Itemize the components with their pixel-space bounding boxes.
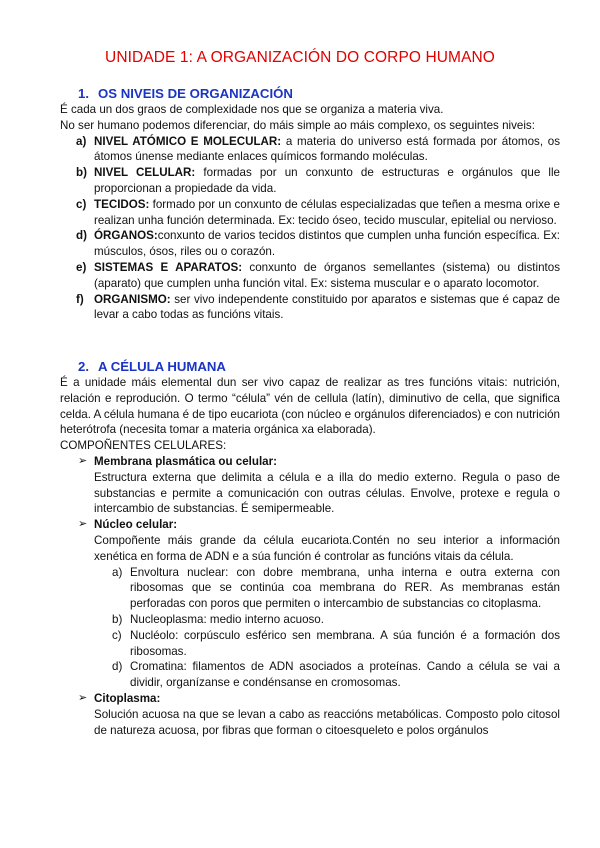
list-term: ORGANISMO:	[94, 292, 171, 306]
list-term: NIVEL ATÓMICO E MOLECULAR:	[94, 134, 282, 148]
arrow-bullet-icon: ➢	[78, 518, 88, 531]
section-levels	[60, 85, 560, 323]
section-title: OS NIVEIS DE ORGANIZACIÓN	[98, 86, 293, 101]
list-text: formadas por un conxunto de estructuras e orgánulos que lle proporcionan a propiedade da vida.	[94, 166, 560, 195]
list-marker: a)	[76, 134, 87, 148]
list-marker: a)	[112, 565, 123, 579]
section-number: 2.	[78, 359, 89, 374]
arrow-bullet-icon: ➢	[78, 691, 88, 704]
component-text: Compoñente máis grande da célula eucariota.Contén no seu interior a información xenética en forma de ADN e a súa función é controlar as funcións vitais da célula.	[94, 533, 560, 563]
list-item	[60, 134, 560, 166]
list-text: Nucleoplasma: medio interno acuoso.	[130, 612, 324, 626]
section-cell	[60, 358, 560, 738]
list-marker: c)	[112, 628, 122, 642]
component-title: Núcleo celular:	[94, 518, 178, 532]
list-term: ÓRGANOS:	[94, 229, 158, 243]
list-term: NIVEL CELULAR:	[94, 166, 196, 180]
component-title: Membrana plasmática ou celular:	[94, 454, 277, 468]
sub-list-item	[94, 565, 560, 612]
component-item	[60, 691, 560, 738]
list-marker: f)	[76, 292, 84, 306]
components-list	[60, 454, 560, 738]
list-text: Cromatina: filamentos de ADN asociados a proteínas. Cando a célula se vai a dividir, organízanse e condénsanse en cromosomas.	[130, 660, 560, 690]
list-text: Envoltura nuclear: con dobre membrana, unha interna e outra externa con ribosomas que se continúa coa membrana do RER. As membranas están perforadas con poros que permiten o intercambio de substancias co citoplasma.	[130, 565, 560, 611]
list-item	[60, 228, 560, 260]
section-heading-cell	[60, 358, 560, 375]
list-marker: b)	[76, 166, 87, 180]
levels-list	[60, 134, 560, 324]
list-marker: b)	[112, 612, 123, 626]
component-title: Citoplasma:	[94, 691, 161, 705]
list-marker: d)	[76, 229, 87, 243]
list-marker: c)	[76, 197, 87, 211]
component-text: Estructura externa que delimita a célula e a illa do medio externo. Regula o paso de substancias e permite a comunicación con outras células. Envolve, protexe e regula o intercambio de substancias. É semipermeable.	[94, 470, 560, 516]
list-item	[60, 292, 560, 324]
section-title: A CÉLULA HUMANA	[98, 359, 226, 374]
list-term: SISTEMAS E APARATOS:	[94, 260, 243, 274]
section-number: 1.	[78, 86, 89, 101]
section-intro: No ser humano podemos diferenciar, do máis simple ao máis complexo, os seguintes niveis:	[60, 118, 535, 132]
section-heading-levels	[60, 85, 560, 102]
sub-list-item	[94, 612, 560, 628]
list-marker: e)	[76, 260, 87, 274]
list-text: a materia do universo está formada por átomos, os átomos únense mediante enlaces químicos formando moléculas.	[94, 134, 560, 164]
list-term: TECIDOS:	[94, 197, 150, 211]
section-intro: É a unidade máis elemental dun ser vivo capaz de realizar as tres funcións vitais: nutrición, relación e reprodución. O termo “célula” vén de cellula (latín), diminutivo de cella, que significa celda. A célula humana é de tipo eucariota (con núcleo e orgánulos diferenciados) e con nutrición heterótrofa (necesita tomar a materia orgánica xa elaborada).	[60, 376, 560, 437]
component-item	[60, 517, 560, 691]
list-text: ser vivo independente constituido por aparatos e sistemas que é capaz de levar a cabo todas as funcións vitais.	[94, 292, 560, 322]
list-text: conxunto de órganos semellantes (sistema) ou distintos (aparato) que cumplen unha función vital. Ex: sistema muscular e o aparato locomotor.	[94, 260, 560, 290]
list-item	[60, 260, 560, 292]
component-text: Solución acuosa na que se levan a cabo as reaccións metabólicas. Composto polo citosol de natureza acuosa, por fibras que forman o citoesqueleto e polos orgánulos	[94, 707, 560, 737]
arrow-bullet-icon: ➢	[78, 454, 88, 467]
component-item	[60, 454, 560, 517]
list-text: conxunto de varios tecidos distintos que cumplen unha función específica. Ex: músculos, ósos, riles ou o corazón.	[94, 229, 560, 259]
nucleus-parts-list	[94, 565, 560, 691]
document-title: UNIDADE 1: A ORGANIZACIÓN DO CORPO HUMANO	[105, 49, 495, 66]
list-item	[60, 165, 560, 197]
section-intro: É cada un dos graos de complexidade nos que se organiza a materia viva.	[60, 103, 444, 116]
list-text: Nucléolo: corpúsculo esférico sen membrana. A súa función é a formación dos ribosomas.	[130, 628, 560, 658]
list-text: formado por un conxunto de células especializadas que teñen a mesma orixe e realizan unha función determinada. Ex: tecido óseo, tecido muscular, epitelial ou nervioso.	[94, 197, 560, 227]
components-label: COMPOÑENTES CELULARES:	[60, 439, 227, 453]
sub-list-item	[94, 659, 560, 691]
sub-list-item	[94, 628, 560, 660]
list-marker: d)	[112, 660, 123, 674]
list-item	[60, 197, 560, 229]
